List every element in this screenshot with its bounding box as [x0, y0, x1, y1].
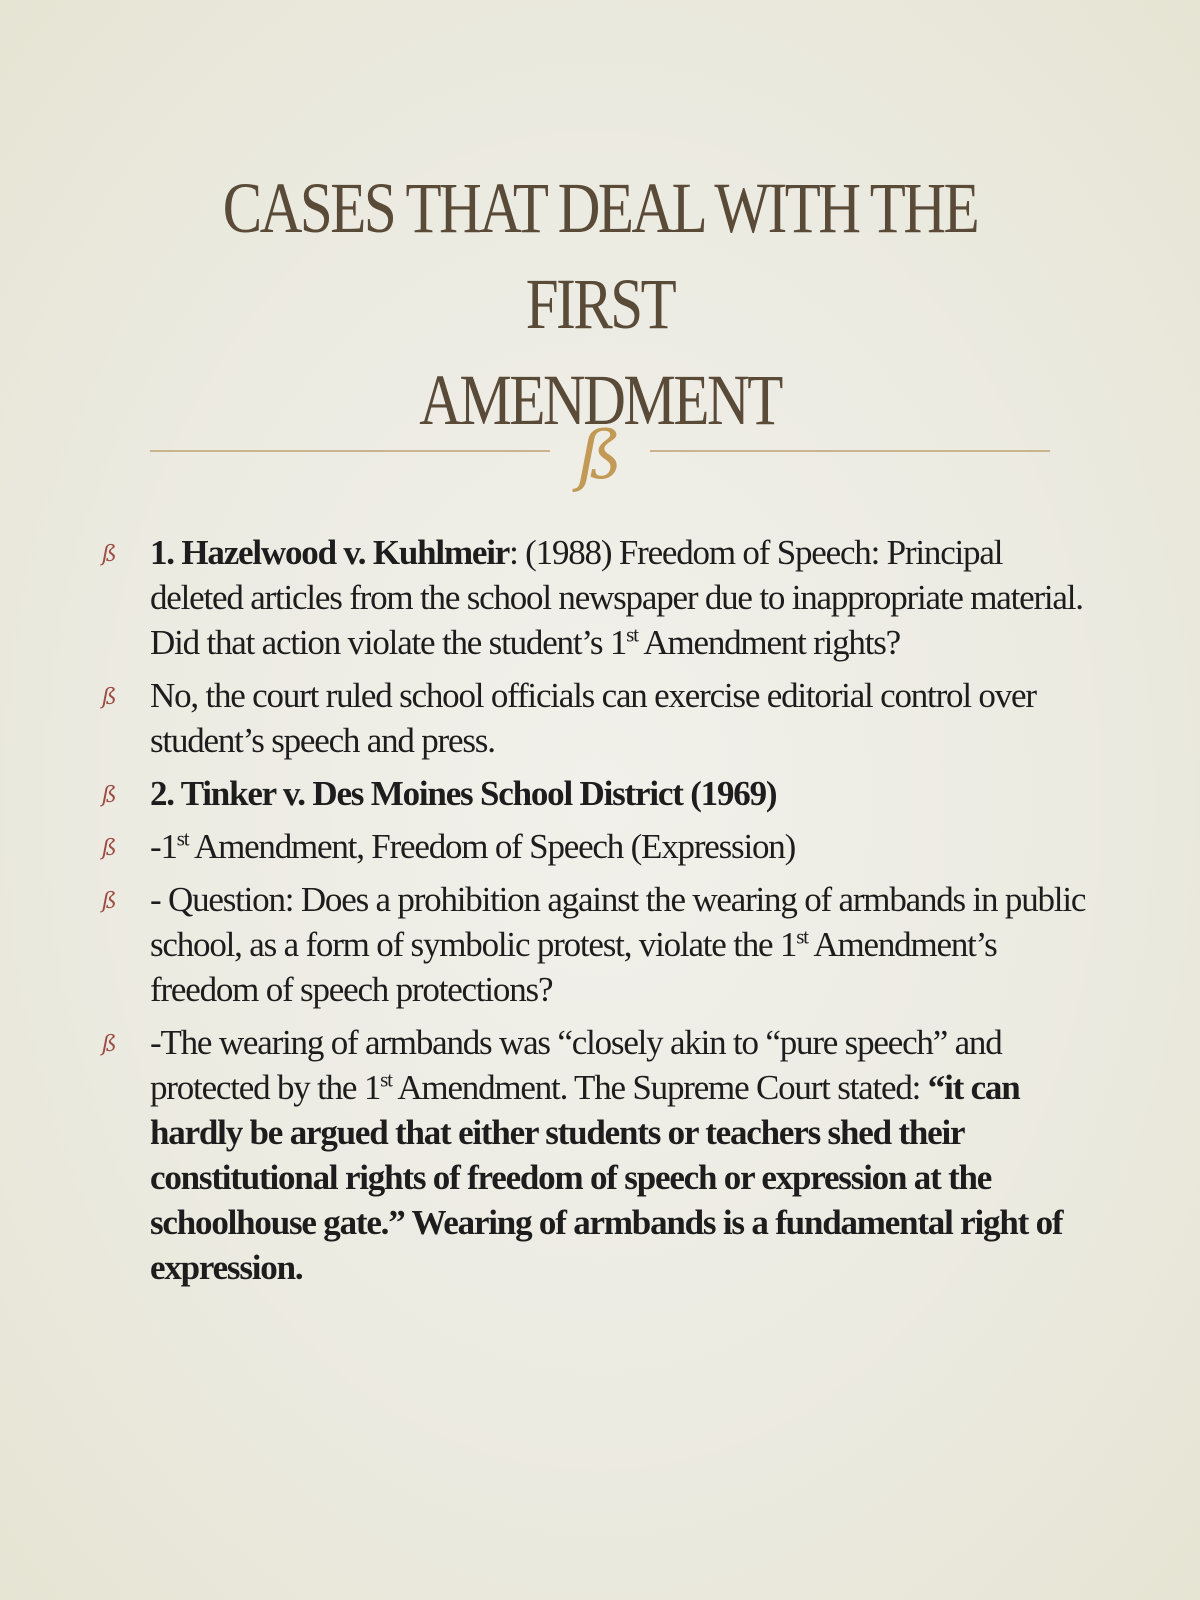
- bullet-item-hazelwood: [100, 530, 1100, 665]
- bullet-icon: ß: [102, 685, 116, 710]
- bullet-text: No, the court ruled school officials can exercise editorial control over student’s speech and press.: [150, 676, 1036, 760]
- bullet-item-tinker-amendment: [100, 824, 1100, 869]
- case-name: 2. Tinker v. Des Moines School District (1969): [150, 774, 777, 813]
- bullet-text: [150, 533, 1083, 662]
- bullet-item-tinker-question: [100, 877, 1100, 1012]
- bullet-text: [150, 880, 1085, 1009]
- bullet-text-part: Amendment. The Supreme Court stated:: [391, 1068, 928, 1107]
- bullet-icon: ß: [102, 542, 116, 567]
- bullet-icon: ß: [102, 836, 116, 861]
- bullet-list: [100, 530, 1100, 1298]
- bullet-icon: ß: [102, 783, 116, 808]
- flourish-icon: ß: [577, 417, 623, 494]
- bullet-text: [150, 774, 776, 813]
- slide-title: [190, 160, 1010, 448]
- bullet-text: [150, 827, 795, 866]
- court-quote: “it can hardly be argued that either students or teachers shed their constitutional rights of freedom of speech or expression at the schoolhouse gate.” Wearing of armbands is a fundamental right of expression.: [150, 1068, 1063, 1287]
- bullet-text: [150, 1023, 1062, 1287]
- bullet-item-tinker-ruling: [100, 1020, 1100, 1290]
- title-divider: [150, 417, 1050, 494]
- bullet-text-part: -The wearing of armbands was “closely akin to “pure speech” and protected by the 1: [150, 1023, 1002, 1107]
- ordinal-suffix: st: [626, 622, 638, 647]
- title-line-1: CASES THAT DEAL WITH THE FIRST: [222, 168, 978, 344]
- ordinal-suffix: st: [796, 924, 808, 949]
- title-line-2: AMENDMENT: [419, 360, 781, 440]
- bullet-text-part: Amendment rights?: [637, 623, 901, 662]
- divider-rule-right: [650, 450, 1050, 452]
- bullet-text-part: : (1988) Freedom of Speech: Principal deleted articles from the school newspaper due to inappropriate material. Did that action violate the student’s 1: [150, 533, 1083, 662]
- bullet-text-part: - Question: Does a prohibition against the wearing of armbands in public school, as a form of symbolic protest, violate the 1: [150, 880, 1086, 964]
- bullet-icon: ß: [102, 889, 116, 914]
- case-name: 1. Hazelwood v. Kuhlmeir: [150, 533, 510, 572]
- bullet-icon: ß: [102, 1032, 116, 1057]
- bullet-text-part: Amendment, Freedom of Speech (Expression): [188, 827, 796, 866]
- divider-rule-left: [150, 450, 550, 452]
- bullet-text-part: Amendment’s freedom of speech protections?: [150, 925, 997, 1009]
- bullet-item-tinker: [100, 771, 1100, 816]
- bullet-text-part: -1: [150, 827, 177, 866]
- bullet-item-hazelwood-ruling: [100, 673, 1100, 763]
- ordinal-suffix: st: [176, 826, 189, 851]
- ordinal-suffix: st: [380, 1067, 392, 1092]
